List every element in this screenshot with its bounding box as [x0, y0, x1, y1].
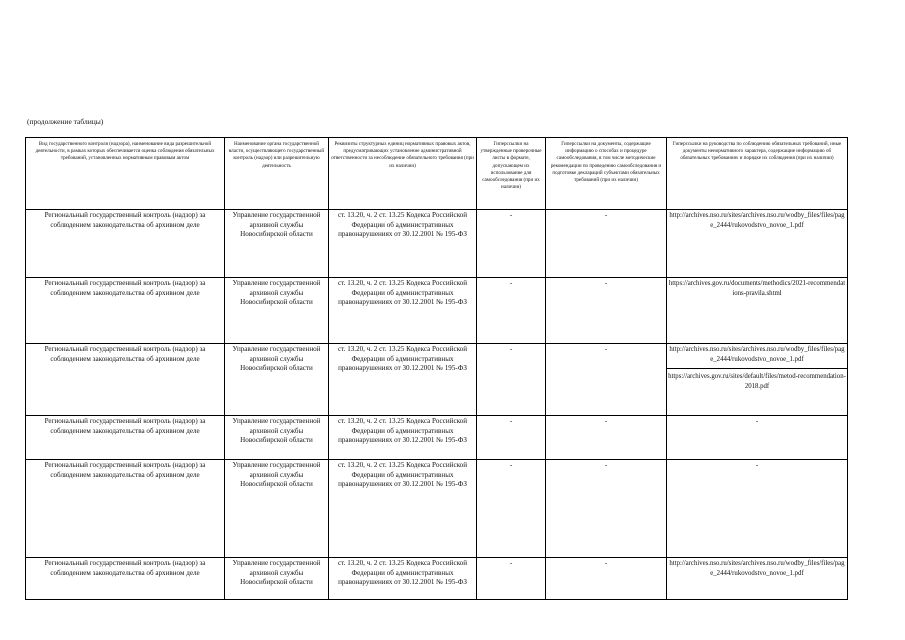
- cell-control-type-text: Региональный государственный контроль (надзор) за соблюдением законодательства об архивном деле: [44, 417, 206, 435]
- cell-checklists-text: -: [509, 279, 513, 287]
- cell-guides: [667, 210, 848, 278]
- table-row: [26, 416, 848, 460]
- cell-guides: [667, 460, 848, 558]
- cell-checklists: [477, 278, 546, 344]
- header-control-type: Вид государственного контроля (надзора), наименование вида разрешительной деятельности, в рамках которых обеспечивается оценка соблюдения обязательных требований, установленных нормативным правовым актом: [26, 138, 225, 210]
- cell-authority: [225, 558, 329, 600]
- table-row: [26, 344, 848, 416]
- guide-empty: -: [755, 417, 759, 425]
- guide-link[interactable]: http://archives.nso.ru/sites/archives.nso.ru/wodby_files/files/page_2444/rukovodstvo_novoe_1.pdf: [669, 346, 845, 363]
- guide-link[interactable]: https://archives.gov.ru/sites/default/files/metod-recommendation-2018.pdf: [667, 368, 847, 391]
- cell-authority: [225, 460, 329, 558]
- guide-empty: -: [755, 461, 759, 469]
- cell-self-check-docs: [546, 416, 667, 460]
- cell-checklists: [477, 460, 546, 558]
- table-row: [26, 460, 848, 558]
- cell-guides: [667, 558, 848, 600]
- cell-authority-text: Управление государственной архивной службы Новосибирской области: [232, 461, 321, 489]
- cell-control-type: [26, 460, 225, 558]
- header-requisites: Реквизиты структурных единиц нормативных правовых актов, предусматривающих установление административной ответственности за несоблюдение обязательного требования (при их наличии): [329, 138, 477, 210]
- cell-checklists: [477, 416, 546, 460]
- cell-requisites: [329, 344, 477, 416]
- table-body: [26, 210, 848, 600]
- cell-control-type: [26, 558, 225, 600]
- requirements-table: [25, 137, 848, 600]
- cell-control-type: [26, 278, 225, 344]
- cell-authority-text: Управление государственной архивной службы Новосибирской области: [232, 279, 321, 307]
- cell-checklists: [477, 558, 546, 600]
- cell-requisites: [329, 210, 477, 278]
- cell-requisites-text: ст. 13.20, ч. 2 ст. 13.25 Кодекса Российской Федерации об административных правонарушениях от 30.12.2001 № 195-ФЗ: [337, 279, 468, 307]
- header-authority: Наименование органа государственной власти, осуществляющего государственный контроль (надзор) или разрешительную деятельность: [225, 138, 329, 210]
- cell-checklists-text: -: [509, 417, 513, 425]
- continuation-label: (продолжение таблицы): [27, 117, 104, 126]
- cell-self-check-docs: [546, 460, 667, 558]
- cell-control-type: [26, 416, 225, 460]
- cell-requisites-text: ст. 13.20, ч. 2 ст. 13.25 Кодекса Российской Федерации об административных правонарушениях от 30.12.2001 № 195-ФЗ: [337, 559, 468, 587]
- cell-self-check-docs-text: -: [604, 279, 608, 287]
- cell-checklists: [477, 210, 546, 278]
- cell-control-type-text: Региональный государственный контроль (надзор) за соблюдением законодательства об архивном деле: [44, 211, 206, 229]
- cell-requisites: [329, 460, 477, 558]
- guide-link[interactable]: http://archives.nso.ru/sites/archives.nso.ru/wodby_files/files/page_2444/rukovodstvo_novoe_1.pdf: [669, 212, 845, 229]
- cell-control-type-text: Региональный государственный контроль (надзор) за соблюдением законодательства об архивном деле: [44, 559, 206, 577]
- cell-control-type-text: Региональный государственный контроль (надзор) за соблюдением законодательства об архивном деле: [44, 345, 206, 363]
- cell-requisites: [329, 416, 477, 460]
- cell-self-check-docs: [546, 558, 667, 600]
- cell-self-check-docs: [546, 278, 667, 344]
- cell-authority: [225, 416, 329, 460]
- table-row: [26, 558, 848, 600]
- cell-requisites: [329, 278, 477, 344]
- cell-requisites-text: ст. 13.20, ч. 2 ст. 13.25 Кодекса Российской Федерации об административных правонарушениях от 30.12.2001 № 195-ФЗ: [337, 417, 468, 445]
- guide-link[interactable]: http://archives.nso.ru/sites/archives.nso.ru/wodby_files/files/page_2444/rukovodstvo_novoe_1.pdf: [669, 560, 845, 577]
- cell-checklists-text: -: [509, 345, 513, 353]
- cell-control-type: [26, 344, 225, 416]
- cell-requisites: [329, 558, 477, 600]
- table-row: [26, 278, 848, 344]
- cell-self-check-docs-text: -: [604, 417, 608, 425]
- table-row: [26, 210, 848, 278]
- cell-self-check-docs-text: -: [604, 211, 608, 219]
- cell-self-check-docs: [546, 344, 667, 416]
- cell-authority-text: Управление государственной архивной службы Новосибирской области: [232, 559, 321, 587]
- cell-guides: [667, 416, 848, 460]
- cell-requisites-text: ст. 13.20, ч. 2 ст. 13.25 Кодекса Российской Федерации об административных правонарушениях от 30.12.2001 № 195-ФЗ: [337, 461, 468, 489]
- cell-control-type-text: Региональный государственный контроль (надзор) за соблюдением законодательства об архивном деле: [44, 279, 206, 297]
- cell-authority: [225, 344, 329, 416]
- cell-control-type: [26, 210, 225, 278]
- cell-authority-text: Управление государственной архивной службы Новосибирской области: [232, 417, 321, 445]
- cell-checklists-text: -: [509, 211, 513, 219]
- header-checklists: Гиперссылки на утвержденные проверочные листы в формате, допускающем их использование для самообследования (при их наличии): [477, 138, 546, 210]
- cell-self-check-docs-text: -: [604, 559, 608, 567]
- cell-self-check-docs-text: -: [604, 345, 608, 353]
- header-guides: Гиперссылки на руководства по соблюдению обязательных требований, иные документы ненормативного характера, содержащие информацию об обязательных требованиях и порядке их соблюдения (при их наличии): [667, 138, 848, 210]
- cell-authority: [225, 278, 329, 344]
- cell-requisites-text: ст. 13.20, ч. 2 ст. 13.25 Кодекса Российской Федерации об административных правонарушениях от 30.12.2001 № 195-ФЗ: [337, 211, 468, 239]
- cell-requisites-text: ст. 13.20, ч. 2 ст. 13.25 Кодекса Российской Федерации об административных правонарушениях от 30.12.2001 № 195-ФЗ: [337, 345, 468, 373]
- cell-self-check-docs-text: -: [604, 461, 608, 469]
- table-header-row: [26, 138, 848, 210]
- cell-guides: [667, 344, 848, 416]
- cell-checklists-text: -: [509, 559, 513, 567]
- cell-authority-text: Управление государственной архивной службы Новосибирской области: [232, 211, 321, 239]
- cell-guides: [667, 278, 848, 344]
- cell-self-check-docs: [546, 210, 667, 278]
- cell-authority: [225, 210, 329, 278]
- header-self-check-docs: Гиперссылки на документы, содержащие информацию о способах и процедуре самообследования, в том числе методические рекомендации по проведению самообследования и подготовке деклараций субъектами обязательных требований (при их наличии): [546, 138, 667, 210]
- cell-control-type-text: Региональный государственный контроль (надзор) за соблюдением законодательства об архивном деле: [44, 461, 206, 479]
- cell-authority-text: Управление государственной архивной службы Новосибирской области: [232, 345, 321, 373]
- cell-checklists-text: -: [509, 461, 513, 469]
- guide-link[interactable]: https://archives.gov.ru/documents/methodics/2021-recommendations-pravila.shtml: [668, 280, 846, 297]
- cell-checklists: [477, 344, 546, 416]
